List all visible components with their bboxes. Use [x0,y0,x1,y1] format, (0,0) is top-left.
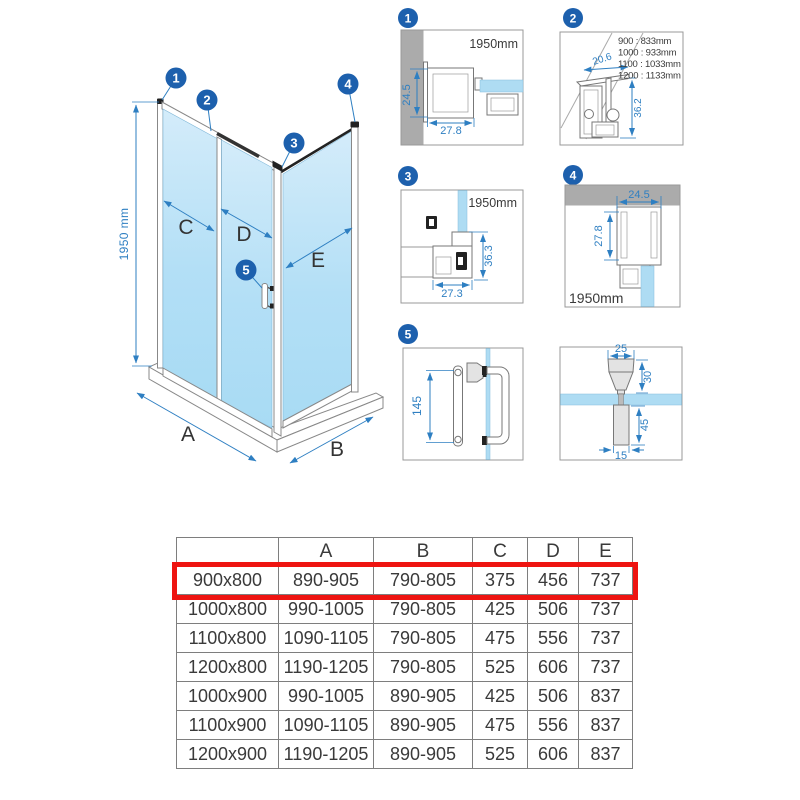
corner-post [274,165,281,437]
callout-1-number: 1 [172,70,180,86]
size-map-1000: 1000 : 933mm [618,47,677,59]
cell-b: 890-905 [374,740,473,769]
detail-panel-3 [398,166,523,303]
detail-2-dim-36-2: 36.2 [633,98,644,118]
detail-3-height-label: 1950mm [468,196,517,210]
cell-c: 425 [473,595,528,624]
cell-b: 890-905 [374,711,473,740]
cell-c: 375 [473,566,528,595]
label-e: E [310,249,326,272]
detail-6-dim-45: 45 [639,418,651,432]
table-row [177,653,633,682]
height-dimension [117,102,159,366]
cell-a: 1190-1205 [279,740,374,769]
cell-size: 1200x900 [177,740,279,769]
label-d: D [236,223,252,246]
cell-a: 990-1005 [279,595,374,624]
fixed-glass-c [163,109,217,400]
size-map-900: 900 : 833mm [618,36,672,47]
detail-4-dim-24-5: 24.5 [628,189,650,201]
label-c: C [178,216,194,239]
cell-b: 790-805 [374,653,473,682]
cell-size: 1100x800 [177,624,279,653]
wall-profile [158,101,164,368]
cell-size: 1000x800 [177,595,279,624]
cell-d: 556 [528,711,579,740]
callout-1 [162,68,187,101]
detail-4-number: 4 [569,168,577,183]
header-size [177,538,279,566]
detail-3-dim-27-3: 27.3 [441,288,463,300]
cell-a: 890-905 [279,566,374,595]
side-glass-panel [281,122,359,429]
cell-c: 525 [473,653,528,682]
callout-3 [282,133,305,168]
detail-panel-1 [398,8,523,145]
header-b: B [374,538,473,566]
table-row [177,566,633,595]
main-isometric-view [117,68,383,464]
table-row [177,740,633,769]
size-map-1200: 1200 : 1133mm [618,70,681,82]
cell-size: 1200x800 [177,653,279,682]
cell-d: 606 [528,740,579,769]
cell-c: 525 [473,740,528,769]
size-table [176,537,633,769]
detail-3-dim-36-3: 36.3 [483,245,495,267]
cell-d: 456 [528,566,579,595]
cell-size: 900x800 [177,566,279,595]
detail-1-height-label: 1950mm [469,37,518,51]
cell-d: 606 [528,653,579,682]
cell-b: 790-805 [374,624,473,653]
cell-d: 556 [528,624,579,653]
cell-d: 506 [528,682,579,711]
header-d: D [528,538,579,566]
detail-4-dim-27-8: 27.8 [593,225,605,247]
table-header-row [177,538,633,566]
label-b: B [329,438,345,461]
callout-5-number: 5 [242,262,250,278]
cell-c: 425 [473,682,528,711]
header-c: C [473,538,528,566]
cell-e: 737 [579,653,633,682]
header-a: A [279,538,374,566]
callout-2-number: 2 [203,92,211,108]
cell-c: 475 [473,711,528,740]
detail-5-dim-145: 145 [410,395,424,417]
cell-c: 475 [473,624,528,653]
detail-1-number: 1 [404,11,412,26]
cell-size: 1000x900 [177,682,279,711]
detail-panel-4 [563,165,680,307]
table-row [177,711,633,740]
cell-size: 1100x900 [177,711,279,740]
detail-3-number: 3 [404,169,412,184]
cell-a: 1090-1105 [279,711,374,740]
cell-e: 837 [579,711,633,740]
size-table-grid [176,537,633,769]
callout-4-number: 4 [344,76,352,92]
detail-6-dim-25: 25 [614,343,628,355]
detail-5-number: 5 [404,327,412,342]
callout-3-number: 3 [290,135,298,151]
detail-panel-5 [398,324,523,460]
detail-6-dim-30: 30 [642,370,654,384]
table-row [177,624,633,653]
detail-4-height-label: 1950mm [569,290,624,306]
cell-d: 506 [528,595,579,624]
cell-a: 1190-1205 [279,653,374,682]
cell-a: 1090-1105 [279,624,374,653]
cell-b: 890-905 [374,682,473,711]
detail-1-dim-27-8: 27.8 [440,125,462,137]
detail-panel-2 [560,8,683,145]
detail-6-dim-15: 15 [614,450,628,462]
size-map-1100: 1100 : 1033mm [618,59,681,70]
header-e: E [579,538,633,566]
table-row [177,595,633,624]
callout-4 [338,74,359,123]
detail-2-dim-20-6: 20.6 [591,51,614,68]
cell-b: 790-805 [374,566,473,595]
cell-b: 790-805 [374,595,473,624]
cell-e: 737 [579,624,633,653]
cell-e: 737 [579,595,633,624]
detail-panel-6 [560,343,682,462]
cell-a: 990-1005 [279,682,374,711]
detail-2-number: 2 [569,11,577,26]
label-a: A [180,423,196,446]
detail-1-dim-24-5: 24.5 [401,84,413,106]
cell-e: 837 [579,682,633,711]
table-row [177,682,633,711]
cell-e: 837 [579,740,633,769]
height-dim-label: 1950 mm [117,207,131,261]
cell-e: 737 [579,566,633,595]
